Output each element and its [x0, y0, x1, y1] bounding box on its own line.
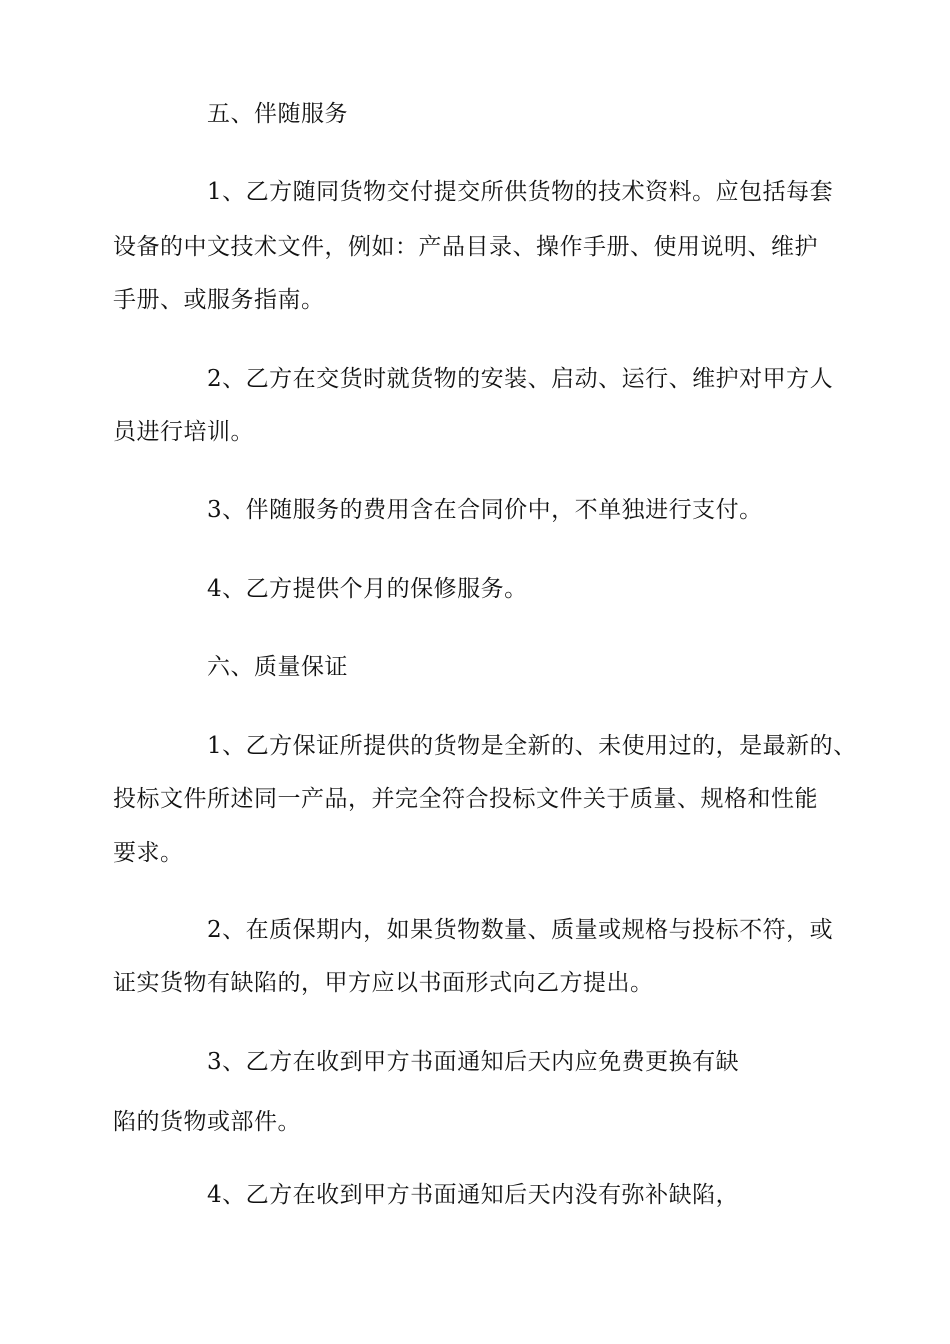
paragraph-line: 证实货物有缺陷的，甲方应以书面形式向乙方提出。 [113, 970, 654, 996]
paragraph-line: 要求。 [113, 840, 184, 866]
paragraph-line: 投标文件所述同一产品，并完全符合投标文件关于质量、规格和性能 [113, 786, 818, 812]
paragraph-line: 手册、或服务指南。 [113, 287, 325, 313]
paragraph-line: 1、乙方随同货物交付提交所供货物的技术资料。应包括每套 [207, 179, 834, 205]
paragraph-line: 1、乙方保证所提供的货物是全新的、未使用过的，是最新的、 [207, 733, 857, 759]
paragraph-line: 陷的货物或部件。 [113, 1109, 301, 1135]
section-heading-service: 五、伴随服务 [207, 101, 348, 127]
paragraph-line: 3、伴随服务的费用含在合同价中，不单独进行支付。 [207, 497, 763, 523]
paragraph-line: 员进行培训。 [113, 419, 254, 445]
paragraph-line: 设备的中文技术文件，例如：产品目录、操作手册、使用说明、维护 [113, 234, 818, 260]
paragraph-line: 2、乙方在交货时就货物的安装、启动、运行、维护对甲方人 [207, 366, 834, 392]
paragraph-line: 3、乙方在收到甲方书面通知后天内应免费更换有缺 [207, 1049, 740, 1075]
paragraph-line: 4、乙方提供个月的保修服务。 [207, 576, 528, 602]
section-heading-quality: 六、质量保证 [207, 654, 348, 680]
paragraph-line: 4、乙方在收到甲方书面通知后天内没有弥补缺陷， [207, 1182, 740, 1208]
paragraph-line: 2、在质保期内，如果货物数量、质量或规格与投标不符，或 [207, 917, 834, 943]
